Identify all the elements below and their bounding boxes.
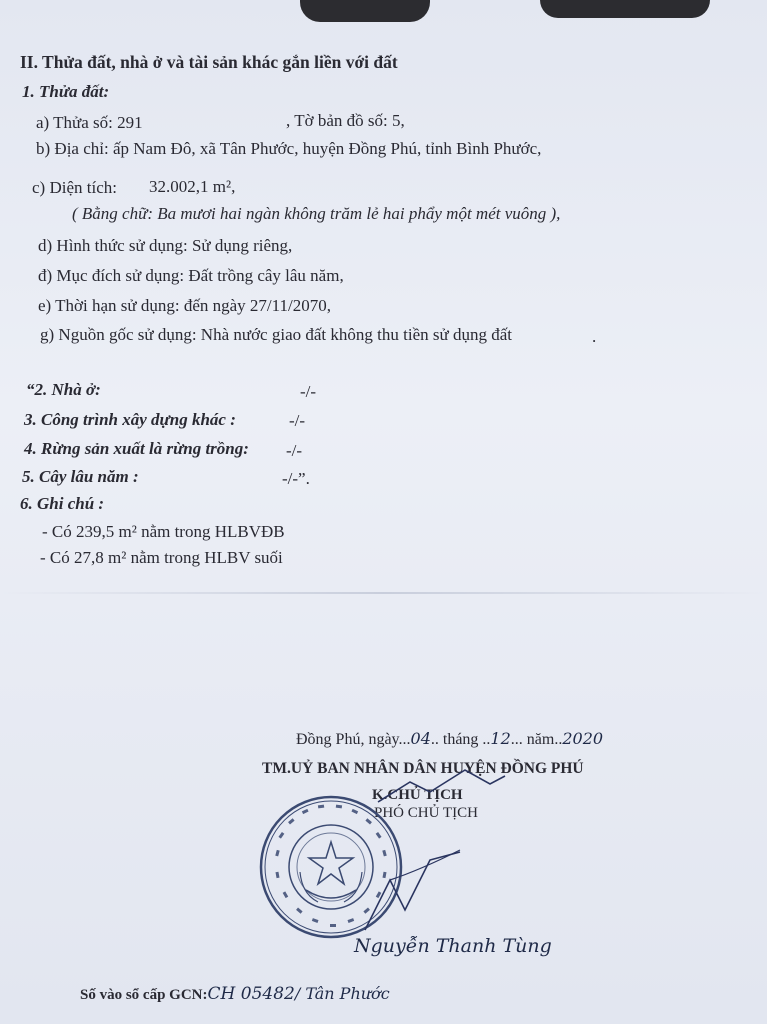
usage-term: e) Thời hạn sử dụng: đến ngày 27/11/2070, [38,296,332,315]
section-title: II. Thửa đất, nhà ở và tài sản khác gắn liền với đất [20,52,398,72]
registry-number [80,984,390,1005]
registry-label: Số vào sổ cấp GCN: [80,987,208,1003]
torn-edge-top [300,0,430,22]
month-label: tháng [442,731,479,748]
notes-heading: 6. Ghi chú : [20,494,105,513]
issuing-authority: TM.UỶ BAN NHÂN DÂN HUYỆN ĐỒNG PHÚ [262,760,584,777]
usage-origin-dot: . [592,327,597,346]
year-label: năm [526,731,555,748]
parcel-number: a) Thửa số: 291 [36,113,143,132]
note-item-2: - Có 27,8 m² nằm trong HLBV suối [40,548,283,567]
asset-construction-label: 3. Công trình xây dựng khác : [24,410,236,429]
land-heading: 1. Thửa đất: [22,82,110,101]
paper-fold [0,592,767,594]
signature-stroke-top [370,762,510,812]
place-date: Đồng Phú, ngày...04.. tháng ..12... năm..2020 [296,729,604,748]
asset-forest-label: 4. Rừng sản xuất là rừng trồng: [24,439,249,458]
signature-mark [360,840,470,940]
map-sheet-number: , Tờ bản đồ số: 5, [286,111,405,130]
asset-forest-value: -/- [286,441,303,460]
asset-perennial-value: -/-”. [282,469,310,488]
usage-form: d) Hình thức sử dụng: Sử dụng riêng, [38,236,293,255]
torn-edge-top-2 [540,0,710,18]
asset-house-label: “2. Nhà ở: [26,380,101,399]
signer-role-2: PHÓ CHỦ TỊCH [374,805,478,821]
registry-suffix: / Tân Phước [294,984,390,1003]
usage-purpose: đ) Mục đích sử dụng: Đất trồng cây lâu năm, [38,266,344,285]
asset-house-value: -/- [300,382,317,401]
area-value: 32.002,1 m², [149,177,236,196]
date-day: 04 [410,729,431,748]
date-month: 12 [490,729,511,748]
area-label: c) Diện tích: [32,178,117,197]
place-date-prefix: Đồng Phú, ngày [296,731,399,748]
signer-role-1: K.CHỦ TỊCH [372,787,463,803]
note-item-1: - Có 239,5 m² nằm trong HLBVĐB [42,522,285,541]
area-in-words: ( Bằng chữ: Ba mươi hai ngàn không trăm lẻ hai phẩy một mét vuông ), [72,204,561,223]
signer-name: Nguyễn Thanh Tùng [354,935,552,957]
asset-construction-value: -/- [289,411,306,430]
registry-value: CH 05482 [207,984,295,1004]
land-address: b) Địa chỉ: ấp Nam Đô, xã Tân Phước, huyện Đồng Phú, tỉnh Bình Phước, [36,139,542,158]
usage-origin: g) Nguồn gốc sử dụng: Nhà nước giao đất không thu tiền sử dụng đất [40,325,512,344]
date-year: 2020 [562,729,604,748]
asset-perennial-label: 5. Cây lâu năm : [22,467,139,486]
